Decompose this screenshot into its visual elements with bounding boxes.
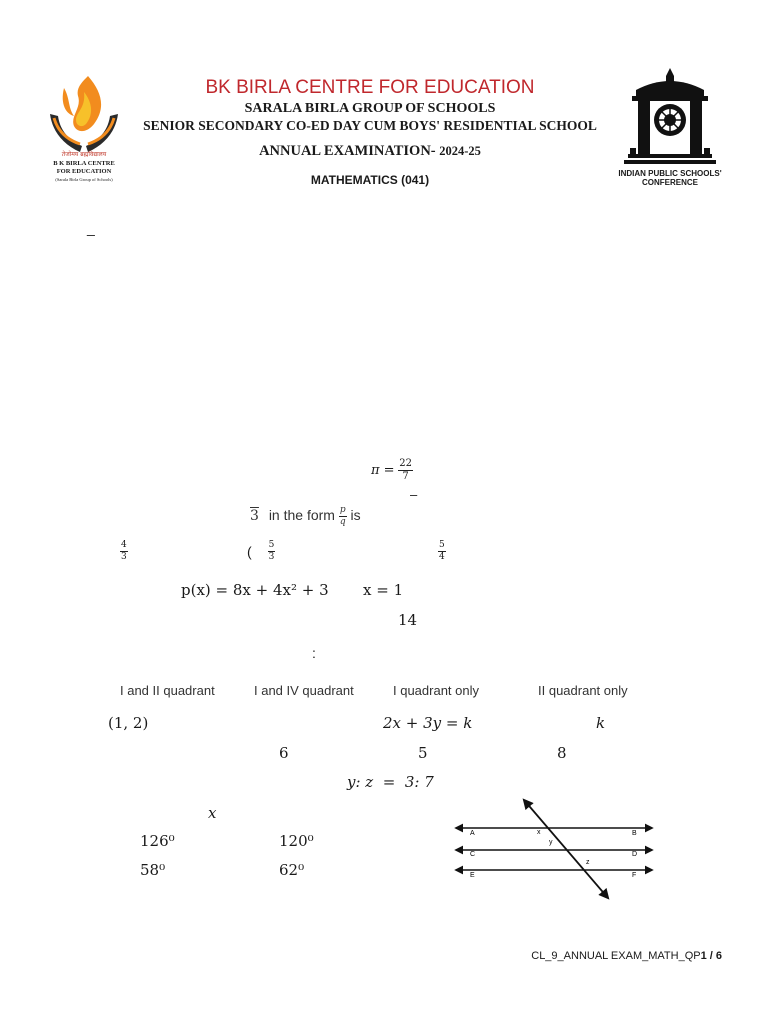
option-d-num: 5 bbox=[439, 540, 445, 550]
angle-option-a: 126⁰ bbox=[140, 832, 175, 850]
option-b-num: 5 bbox=[268, 540, 275, 550]
poly-answer: 14 bbox=[398, 611, 418, 629]
recurring-digit: 3 bbox=[250, 508, 259, 525]
dash-mark: _ bbox=[87, 220, 95, 236]
angle-option-d: 62⁰ bbox=[279, 861, 305, 879]
linear-variable: k bbox=[596, 714, 606, 732]
pi-denominator: 7 bbox=[402, 471, 409, 482]
linear-option-b: 6 bbox=[279, 744, 289, 762]
quadrant-option-a: I and II quadrant bbox=[120, 683, 215, 698]
pi-fraction bbox=[398, 459, 413, 482]
exam-name: ANNUAL EXAMINATION- bbox=[259, 143, 436, 159]
footer-code: CL_9_ANNUAL EXAM_MATH_QP bbox=[531, 950, 701, 962]
angle-variable: x bbox=[208, 804, 217, 822]
exam-heading bbox=[130, 143, 610, 160]
school-group: SARALA BIRLA GROUP OF SCHOOLS bbox=[244, 101, 496, 116]
ipsc-line-1: INDIAN PUBLIC SCHOOLS' bbox=[618, 169, 722, 178]
q-rational-stem bbox=[250, 506, 361, 527]
angle-option-b: 120⁰ bbox=[279, 832, 314, 850]
school-logo bbox=[44, 74, 124, 186]
poly-expression: p(x) = 8x + 4x² + 3 bbox=[181, 581, 329, 599]
linear-point: (1, 2) bbox=[108, 714, 149, 732]
ipsc-line-2: CONFERENCE bbox=[641, 178, 698, 187]
option-a-fraction bbox=[120, 541, 128, 562]
pq-denominator: q bbox=[339, 517, 346, 527]
option-a-den: 3 bbox=[121, 552, 127, 562]
linear-equation: 2x + 3y = k bbox=[383, 714, 473, 732]
logo-hindi-text: तेजोमय ब्रह्मविद्यालय bbox=[61, 151, 107, 158]
temple-gate-logo-icon bbox=[616, 68, 724, 168]
label-c: C bbox=[470, 851, 476, 858]
quadrant-option-b: I and IV quadrant bbox=[254, 683, 354, 698]
angle-label-y: y bbox=[549, 839, 553, 846]
linear-option-c: 5 bbox=[418, 744, 428, 762]
option-a bbox=[120, 541, 128, 562]
option-d bbox=[438, 541, 446, 562]
logo-line-2: FOR EDUCATION bbox=[56, 168, 112, 175]
pq-fraction bbox=[339, 506, 347, 527]
label-e: E bbox=[470, 872, 475, 879]
colon-mark: : bbox=[312, 645, 316, 661]
flame-hands-logo-icon bbox=[44, 74, 124, 160]
quadrant-option-d: II quadrant only bbox=[538, 683, 628, 698]
pq-numerator: p bbox=[339, 505, 346, 515]
footer bbox=[531, 950, 722, 962]
label-a: A bbox=[470, 830, 475, 837]
label-d: D bbox=[632, 851, 638, 858]
transversal-line bbox=[524, 800, 608, 898]
option-b bbox=[247, 541, 275, 562]
option-b-fraction bbox=[268, 541, 276, 562]
pi-numerator: 22 bbox=[399, 458, 412, 469]
exam-year: 2024-25 bbox=[439, 144, 481, 158]
option-d-den: 4 bbox=[439, 552, 445, 562]
angle-option-c: 58⁰ bbox=[140, 861, 166, 879]
poly-at-value: x = 1 bbox=[363, 581, 404, 599]
angle-label-z: z bbox=[586, 859, 590, 866]
q-rational-text-after: is bbox=[350, 507, 361, 524]
parallel-lines-figure bbox=[448, 794, 664, 904]
angle-label-x: x bbox=[537, 829, 541, 836]
label-b: B bbox=[632, 830, 637, 837]
recurring-bar: – bbox=[410, 487, 418, 502]
quadrant-option-c: I quadrant only bbox=[393, 683, 480, 698]
logo-line-1: B K BIRLA CENTRE bbox=[53, 160, 115, 167]
label-f: F bbox=[632, 872, 637, 879]
footer-page: 1 / 6 bbox=[700, 950, 722, 962]
option-d-fraction bbox=[438, 541, 446, 562]
q-rational-text: in the form bbox=[268, 507, 335, 524]
school-type: SENIOR SECONDARY CO-ED DAY CUM BOYS' RESIDENTIAL SCHOOL bbox=[143, 118, 597, 133]
option-b-den: 3 bbox=[268, 552, 275, 562]
pi-lhs: π = bbox=[371, 462, 395, 478]
ratio-expression: y: z = 3: 7 bbox=[347, 773, 434, 791]
option-b-paren: ( bbox=[247, 543, 252, 560]
ipsc-logo bbox=[616, 68, 724, 190]
pi-value bbox=[371, 459, 413, 482]
school-title: BK BIRLA CENTRE FOR EDUCATION bbox=[205, 77, 535, 98]
linear-option-d: 8 bbox=[557, 744, 567, 762]
option-a-num: 4 bbox=[121, 540, 127, 550]
logo-line-3: (Sarala Birla Group of Schools) bbox=[55, 177, 113, 182]
subject: MATHEMATICS (041) bbox=[310, 173, 430, 187]
